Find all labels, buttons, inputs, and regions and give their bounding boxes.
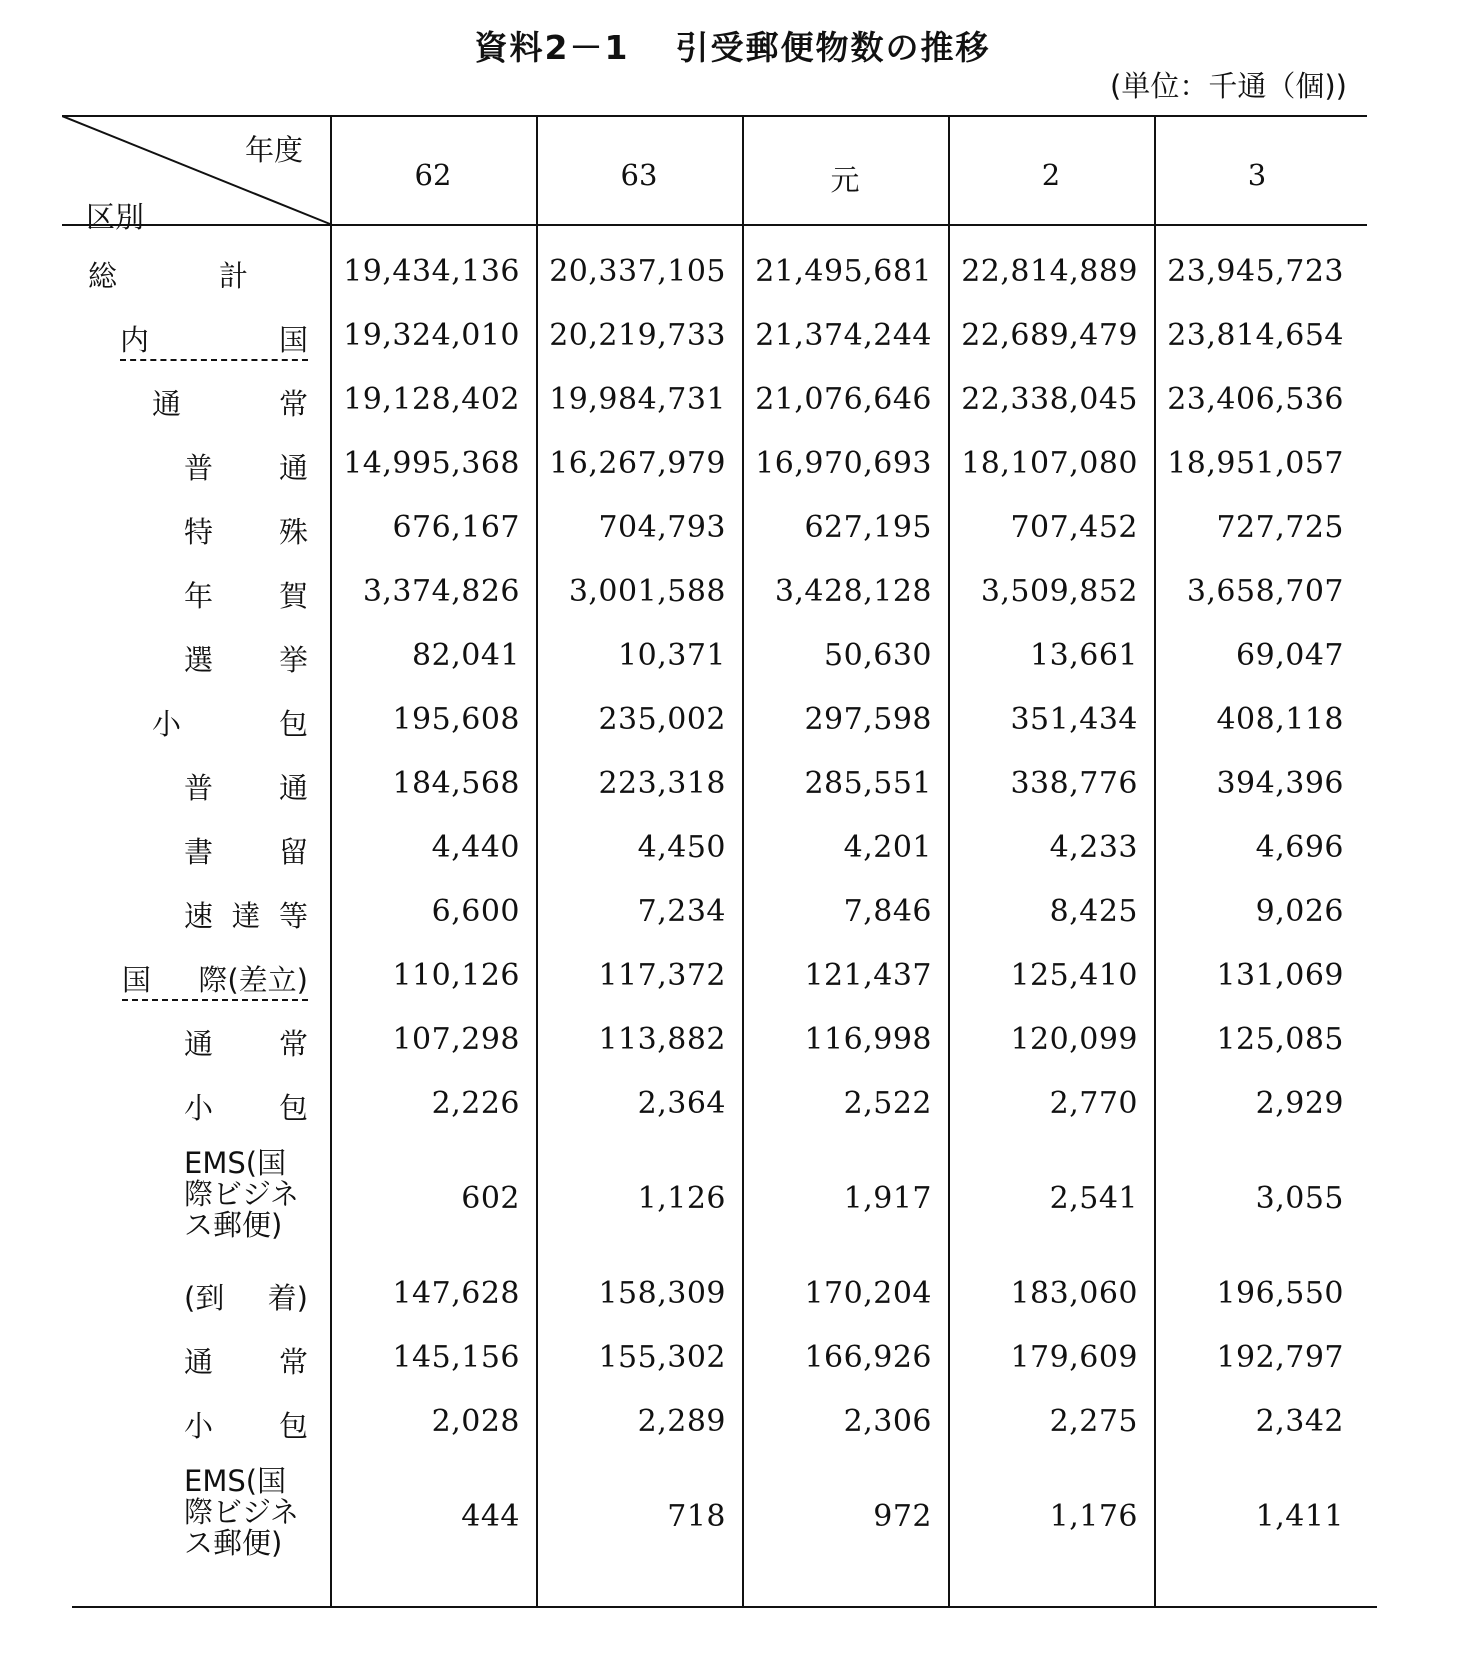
table-cell: 2,522 <box>843 1086 932 1121</box>
table-cell: 19,984,731 <box>549 382 726 417</box>
row-label: 小 包 <box>184 1409 308 1443</box>
table-cell: 7,846 <box>843 894 932 929</box>
table-cell: 125,085 <box>1216 1022 1344 1057</box>
unit-note: (単位：千通（個)) <box>1110 69 1347 103</box>
row-label: 書 留 <box>184 835 308 869</box>
row-label: 速 達 等 <box>184 899 308 933</box>
table-cell: 166,926 <box>804 1340 932 1375</box>
table-cell: 22,814,889 <box>961 254 1138 289</box>
table-cell: 13,661 <box>1030 638 1138 673</box>
table-cell: 4,440 <box>431 830 520 865</box>
table-cell: 113,882 <box>598 1022 726 1057</box>
row-label: 通 常 <box>152 387 308 421</box>
table-cell: 110,126 <box>392 958 520 993</box>
table-cell: 394,396 <box>1216 766 1344 801</box>
table-cell: 2,364 <box>637 1086 726 1121</box>
row-label: 総 計 <box>88 259 248 293</box>
table-cell: 627,195 <box>804 510 932 545</box>
table-cell: 121,437 <box>804 958 932 993</box>
year-header-3: 2 <box>1041 158 1061 192</box>
table-cell: 3,374,826 <box>362 574 520 609</box>
table-cell: 718 <box>667 1499 726 1534</box>
table-cell: 22,338,045 <box>961 382 1138 417</box>
table-cell: 14,995,368 <box>343 446 520 481</box>
row-label: 特 殊 <box>184 515 308 549</box>
table-cell: 82,041 <box>412 638 520 673</box>
row-label: 内 国 <box>120 318 308 361</box>
table-cell: 3,001,588 <box>568 574 726 609</box>
table-cell: 285,551 <box>804 766 932 801</box>
row-label: 選 挙 <box>184 643 308 677</box>
table-cell: 21,076,646 <box>755 382 932 417</box>
table-bottom-rule <box>72 1606 1377 1608</box>
table-cell: 1,126 <box>637 1181 726 1216</box>
table-cell: 2,275 <box>1049 1404 1138 1439</box>
table-cell: 1,176 <box>1049 1499 1138 1534</box>
table-cell: 9,026 <box>1255 894 1344 929</box>
table-cell: 22,689,479 <box>961 318 1138 353</box>
table-cell: 8,425 <box>1049 894 1138 929</box>
table-cell: 2,306 <box>843 1404 932 1439</box>
table-cell: 2,929 <box>1255 1086 1344 1121</box>
table-cell: 297,598 <box>804 702 932 737</box>
table-cell: 16,970,693 <box>755 446 932 481</box>
table-cell: 50,630 <box>824 638 932 673</box>
table-cell: 3,658,707 <box>1186 574 1344 609</box>
table-cell: 155,302 <box>598 1340 726 1375</box>
row-label: 普 通 <box>184 771 308 805</box>
table-cell: 4,696 <box>1255 830 1344 865</box>
table-cell: 7,234 <box>637 894 726 929</box>
table-cell: 704,793 <box>598 510 726 545</box>
page-title <box>0 22 1465 69</box>
table-cell: 4,233 <box>1049 830 1138 865</box>
table-cell: 20,219,733 <box>549 318 726 353</box>
table-cell: 2,342 <box>1255 1404 1344 1439</box>
table-cell: 10,371 <box>618 638 726 673</box>
row-label: 通 常 <box>184 1345 308 1379</box>
table-cell: 195,608 <box>392 702 520 737</box>
table-cell: 2,028 <box>431 1404 520 1439</box>
table-cell: 145,156 <box>392 1340 520 1375</box>
table-cell: 727,725 <box>1216 510 1344 545</box>
table-cell: 4,450 <box>637 830 726 865</box>
year-header-0: 62 <box>414 158 452 192</box>
table-cell: 19,434,136 <box>343 254 520 289</box>
table-cell: 21,495,681 <box>755 254 932 289</box>
table-cell: 1,411 <box>1255 1499 1344 1534</box>
table-cell: 23,406,536 <box>1167 382 1344 417</box>
table-cell: 16,267,979 <box>549 446 726 481</box>
year-header-4: 3 <box>1247 158 1267 192</box>
table-cell: 972 <box>873 1499 932 1534</box>
table-cell: 408,118 <box>1216 702 1344 737</box>
table-cell: 131,069 <box>1216 958 1344 993</box>
table-cell: 223,318 <box>598 766 726 801</box>
table-cell: 158,309 <box>598 1276 726 1311</box>
row-label: 小 包 <box>184 1091 308 1125</box>
row-label: 普 通 <box>184 451 308 485</box>
table-cell: 184,568 <box>392 766 520 801</box>
row-label: 小 包 <box>152 707 308 741</box>
table-cell: 676,167 <box>392 510 520 545</box>
table-cell: 117,372 <box>598 958 726 993</box>
row-label: 通 常 <box>184 1027 308 1061</box>
row-label: EMS(国際ビジネス郵便) <box>184 1146 300 1242</box>
table-cell: 125,410 <box>1010 958 1138 993</box>
table-cell: 179,609 <box>1010 1340 1138 1375</box>
year-header-2: 元 <box>830 163 860 197</box>
table-cell: 444 <box>461 1499 520 1534</box>
table-cell: 707,452 <box>1010 510 1138 545</box>
header-category-label: 区別 <box>86 200 145 234</box>
table-cell: 183,060 <box>1010 1276 1138 1311</box>
table-cell: 235,002 <box>598 702 726 737</box>
table-cell: 2,770 <box>1049 1086 1138 1121</box>
table-cell: 23,814,654 <box>1167 318 1344 353</box>
table-cell: 1,917 <box>843 1181 932 1216</box>
table-cell: 192,797 <box>1216 1340 1344 1375</box>
table-cell: 18,951,057 <box>1167 446 1344 481</box>
table-cell: 19,128,402 <box>343 382 520 417</box>
title-code: 資料2－1 <box>474 28 630 67</box>
table-cell: 107,298 <box>392 1022 520 1057</box>
table-cell: 3,509,852 <box>980 574 1138 609</box>
row-label: EMS(国際ビジネス郵便) <box>184 1464 300 1560</box>
table-cell: 3,055 <box>1255 1181 1344 1216</box>
row-label: 年 賀 <box>184 579 308 613</box>
header-year-label: 年度 <box>245 133 304 167</box>
title-text: 引受郵便物数の推移 <box>675 28 991 67</box>
table-cell: 196,550 <box>1216 1276 1344 1311</box>
table-cell: 2,226 <box>431 1086 520 1121</box>
table-cell: 170,204 <box>804 1276 932 1311</box>
table-cell: 6,600 <box>431 894 520 929</box>
table-cell: 338,776 <box>1010 766 1138 801</box>
table-cell: 2,541 <box>1049 1181 1138 1216</box>
row-label: (到 着) <box>184 1281 308 1315</box>
table-cell: 21,374,244 <box>755 318 932 353</box>
table-cell: 4,201 <box>843 830 932 865</box>
table-cell: 351,434 <box>1010 702 1138 737</box>
row-label: 国 際(差立) <box>122 958 308 1001</box>
table-cell: 69,047 <box>1236 638 1344 673</box>
year-header-1: 63 <box>620 158 658 192</box>
table-cell: 19,324,010 <box>343 318 520 353</box>
table-cell: 23,945,723 <box>1167 254 1344 289</box>
table-cell: 3,428,128 <box>774 574 932 609</box>
table-cell: 2,289 <box>637 1404 726 1439</box>
table-cell: 116,998 <box>804 1022 932 1057</box>
table-cell: 120,099 <box>1010 1022 1138 1057</box>
table-cell: 602 <box>461 1181 520 1216</box>
table-cell: 20,337,105 <box>549 254 726 289</box>
table-cell: 18,107,080 <box>961 446 1138 481</box>
table-cell: 147,628 <box>392 1276 520 1311</box>
